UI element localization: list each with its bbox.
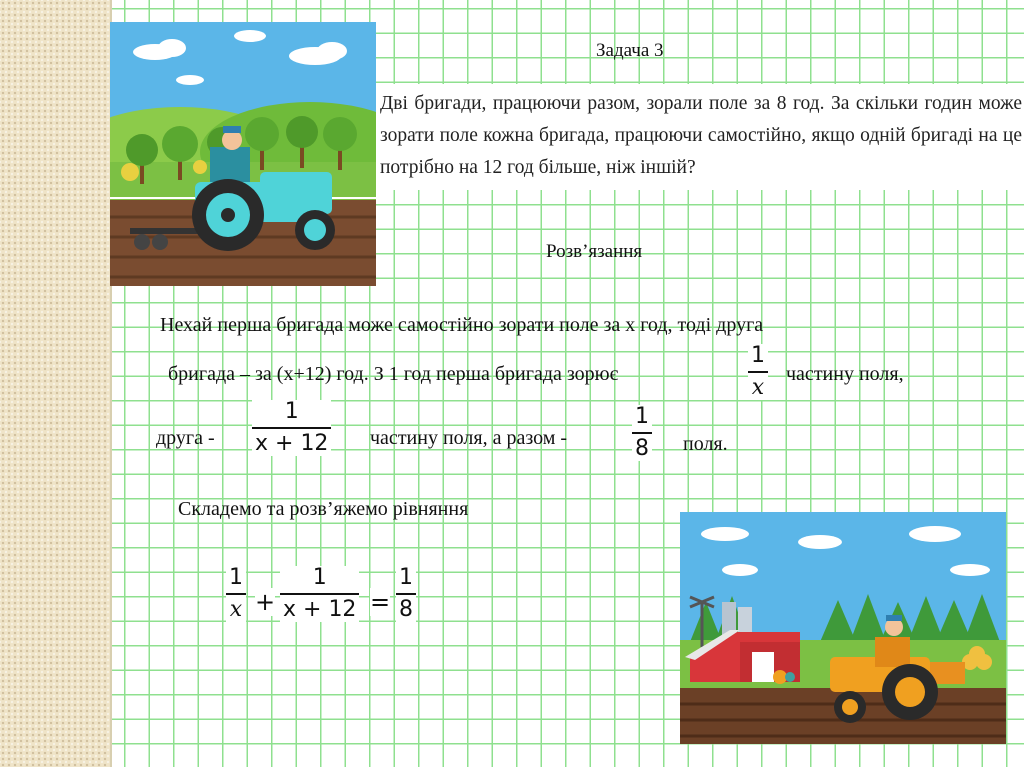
fraction-denominator: x bbox=[229, 597, 243, 623]
fraction-bar bbox=[396, 593, 416, 595]
equation-term-3 bbox=[396, 566, 416, 622]
fraction-bar bbox=[632, 432, 652, 434]
decorative-side-strip bbox=[0, 0, 110, 767]
fraction-denominator: x + 12 bbox=[255, 431, 329, 457]
solution-line-4: Складемо та розв’яжемо рівняння bbox=[178, 498, 469, 520]
fraction-one-over-x bbox=[748, 344, 768, 400]
equation-equals: = bbox=[370, 588, 391, 616]
task-title: Задача 3 bbox=[596, 40, 664, 61]
fraction-numerator: 1 bbox=[399, 565, 413, 590]
fraction-one-over-x-plus-12 bbox=[252, 400, 331, 456]
fraction-bar bbox=[748, 371, 768, 373]
solution-line-3-mid: частину поля, а разом - bbox=[370, 427, 568, 449]
fraction-denominator: 8 bbox=[635, 436, 649, 462]
fraction-numerator: 1 bbox=[312, 565, 327, 590]
fraction-bar bbox=[226, 593, 246, 595]
equation-term-1 bbox=[226, 566, 246, 622]
solution-line-1: Нехай перша бригада може самостійно зорати поле за х год, тоді друга bbox=[160, 314, 764, 336]
fraction-one-over-8 bbox=[632, 405, 652, 461]
fraction-denominator: x bbox=[751, 375, 765, 401]
solution-line-3-end: поля. bbox=[683, 433, 728, 455]
solution-line-3-start: друга - bbox=[156, 427, 215, 449]
fraction-numerator: 1 bbox=[635, 404, 649, 429]
fraction-denominator: x + 12 bbox=[283, 597, 357, 623]
fraction-numerator: 1 bbox=[284, 399, 299, 424]
fraction-numerator: 1 bbox=[229, 565, 243, 590]
fraction-bar bbox=[252, 427, 331, 429]
equation-plus: + bbox=[255, 588, 276, 616]
fraction-denominator: 8 bbox=[399, 597, 413, 623]
tractor-field-illustration bbox=[110, 22, 376, 286]
farm-tractor-illustration bbox=[680, 512, 1006, 744]
task-statement: Дві бригади, працюючи разом, зорали поле за 8 год. За скільки годин може зорати поле кожна бригада, працюючи самостійно, якщо одній бригаді на це потрібно на 12 год більше, ніж іншій? bbox=[380, 93, 1022, 178]
solution-title: Розв’язання bbox=[546, 241, 643, 262]
fraction-bar bbox=[280, 593, 359, 595]
solution-line-2: бригада – за (х+12) год. З 1 год перша бригада зорює bbox=[168, 363, 619, 385]
solution-line-2-end: частину поля, bbox=[786, 363, 904, 385]
equation-term-2 bbox=[280, 566, 359, 622]
fraction-numerator: 1 bbox=[751, 343, 765, 368]
